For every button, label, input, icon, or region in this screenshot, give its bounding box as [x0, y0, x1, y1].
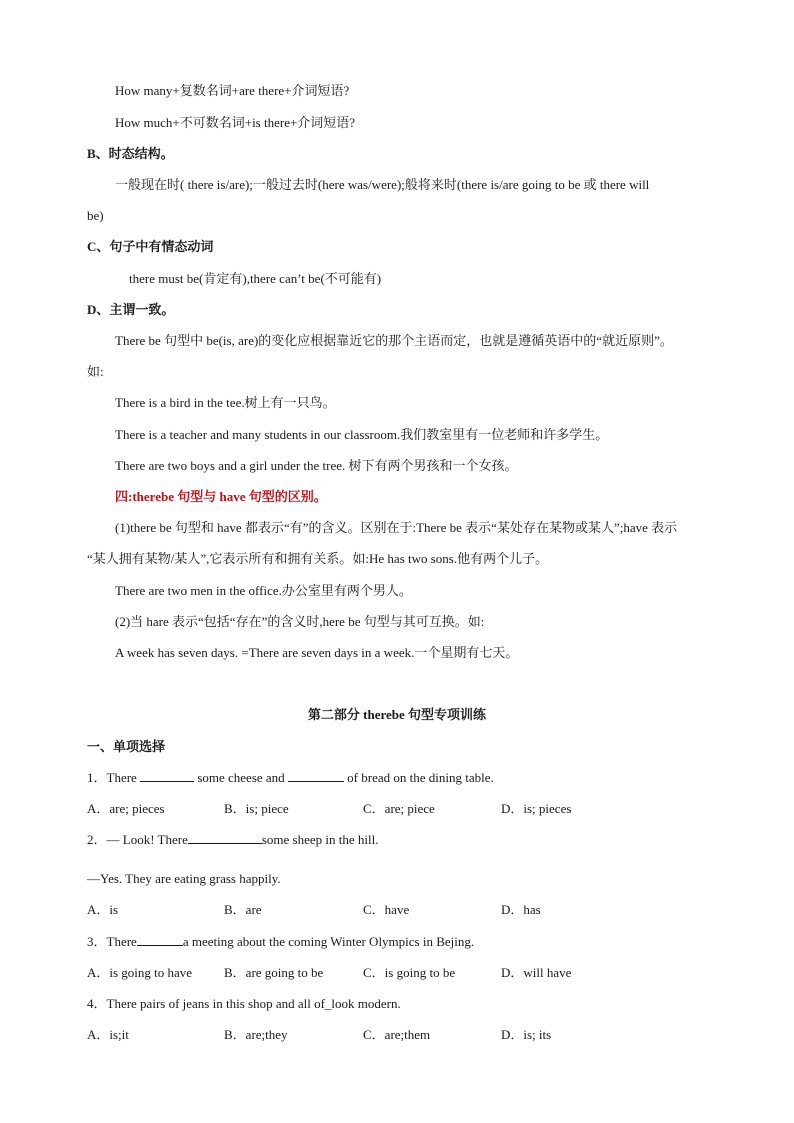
option-c[interactable]: C．are;them [363, 1027, 431, 1042]
answer-blank[interactable] [140, 769, 194, 782]
option-b[interactable]: B．are;they [224, 1027, 288, 1042]
example-sentence: There are two men in the office.办公室里有两个男人。 [115, 583, 412, 598]
option-a[interactable]: A．is;it [87, 1027, 129, 1042]
question-2 [87, 831, 378, 849]
dialogue-reply: —Yes. They are eating grass happily. [87, 871, 281, 886]
example-sentence: There are two boys and a girl under the tree. 树下有两个男孩和一个女孩。 [115, 458, 518, 473]
paragraph-line: 如: [87, 364, 104, 379]
question-text: 1．There [87, 770, 137, 785]
paragraph-line: 一般现在时( there is/are);一般过去时(here was/were);般将来时(there is/are going to be 或 there will [115, 177, 650, 192]
question-text: of bread on the dining table. [347, 770, 494, 785]
example-sentence: A week has seven days. =There are seven days in a week.一个星期有七天。 [115, 645, 519, 660]
section-heading-c: C、句子中有情态动词 [87, 239, 214, 254]
option-a[interactable]: A．are; pieces [87, 801, 165, 816]
option-c[interactable]: C．are; piece [363, 801, 435, 816]
paragraph-line: (2)当 hare 表示“包括“存在”的含义时,here be 句型与其可互换。如: [115, 614, 485, 629]
question-text: some cheese and [197, 770, 285, 785]
paragraph-line: (1)there be 句型和 have 都表示“有”的含义。区别在于:There be 表示“某处存在某物或某人”;have 表示 [115, 520, 678, 535]
option-d[interactable]: D．has [501, 902, 541, 917]
paragraph-line: “某人拥有某物/某人”,它表示所有和拥有关系。如:He has two sons.他有两个儿子。 [87, 551, 549, 566]
question-1 [87, 769, 494, 787]
example-sentence: There is a bird in the tee.树上有一只鸟。 [115, 395, 336, 410]
paragraph-line: be) [87, 208, 104, 223]
question-text: a meeting about the coming Winter Olympics in Bejing. [182, 934, 475, 949]
question-text: some sheep in the hill. [261, 832, 379, 847]
option-c[interactable]: C．is going to be [363, 965, 456, 980]
option-b[interactable]: B．is; piece [224, 801, 289, 816]
section-heading-b: B、时态结构。 [87, 146, 174, 161]
paragraph-line: There be 句型中 be(is, are)的变化应根据靠近它的那个主语而定，也就是遵循英语中的“就近原则”。 [115, 333, 673, 348]
option-d[interactable]: D．is; pieces [501, 801, 572, 816]
section-heading-d: D、主谓一致。 [87, 302, 175, 317]
section-heading-4: 四:therebe 句型与 have 句型的区别。 [115, 489, 327, 504]
exercise-heading: 一、单项选择 [87, 739, 166, 754]
question-text: 3．There [87, 934, 137, 949]
question-4: 4．There pairs of jeans in this shop and all of_look modern. [87, 996, 401, 1011]
option-a[interactable]: A．is [87, 902, 119, 917]
option-b[interactable]: B．are [224, 902, 262, 917]
option-a[interactable]: A．is going to have [87, 965, 193, 980]
grammar-line: How much+不可数名词+is there+介词短语? [115, 115, 356, 130]
option-c[interactable]: C．have [363, 902, 410, 917]
option-b[interactable]: B．are going to be [224, 965, 324, 980]
question-text: 2．— Look! There [87, 832, 188, 847]
option-d[interactable]: D．will have [501, 965, 572, 980]
grammar-line: How many+复数名词+are there+介词短语? [115, 83, 350, 98]
answer-blank[interactable] [137, 933, 183, 946]
part-title: 第二部分 therebe 句型专项训练 [307, 707, 487, 722]
question-3 [87, 933, 474, 951]
answer-blank[interactable] [288, 769, 344, 782]
answer-blank[interactable] [188, 831, 262, 844]
paragraph-line: there must be(肯定有),there can’t be(不可能有) [129, 271, 382, 286]
option-d[interactable]: D．is; its [501, 1027, 552, 1042]
example-sentence: There is a teacher and many students in our classroom.我们教室里有一位老师和许多学生。 [115, 427, 609, 442]
